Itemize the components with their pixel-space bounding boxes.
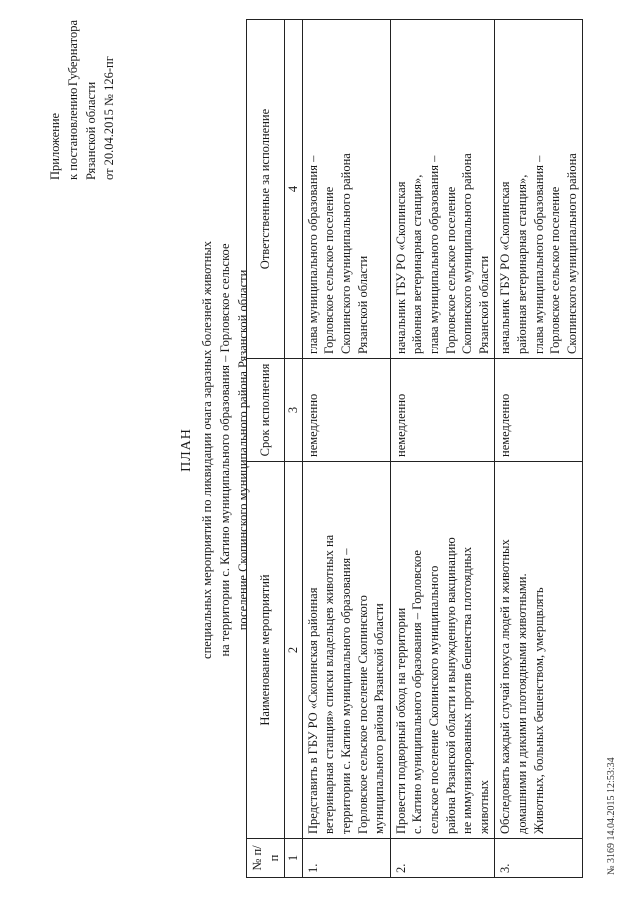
table-body — [285, 20, 583, 878]
appendix-block — [46, 20, 118, 180]
measure-line: Животных, больных бешенством, умерщвлять — [531, 587, 546, 834]
registration-stamp: № 3169 14.04.2015 12:53:34 — [606, 757, 617, 875]
row-number: 2. — [390, 839, 495, 878]
row-deadline: немедленно — [302, 359, 390, 462]
measure-line: животных — [476, 779, 491, 834]
responsible-line: районная ветеринарная станция», — [514, 174, 529, 354]
appendix-line: Рязанской области — [84, 81, 98, 180]
measure-line: Провести подворный обход на территории — [393, 607, 408, 834]
responsible-line: Скопинского муниципального района — [338, 153, 353, 354]
row-responsible — [495, 20, 583, 359]
plan-table — [246, 19, 583, 878]
measure-line: ветеринарная станция» списки владельцев животных на — [322, 534, 337, 834]
measure-line: с. Катино муниципального образования – Горловское — [410, 550, 425, 834]
appendix-line: Приложение — [48, 112, 62, 180]
measure-line: территории с. Катино муниципального образования – — [338, 548, 353, 834]
header-number: № п/п — [247, 839, 285, 878]
table-header-row — [247, 20, 285, 878]
row-responsible — [302, 20, 390, 359]
row-measure — [390, 462, 495, 839]
appendix-line: от 20.04.2015 № 126-пг — [102, 56, 116, 180]
measure-line: не иммунизированных против бешенства плотоядных — [460, 546, 475, 834]
measure-line: муниципального района Рязанской области — [372, 603, 387, 834]
table-row — [302, 20, 390, 878]
header-measure: Наименование мероприятий — [247, 462, 285, 839]
responsible-line: начальник ГБУ РО «Скопинская — [393, 181, 408, 354]
measure-line: района Рязанской области и вынужденную вакцинацию — [443, 537, 458, 834]
responsible-line: начальник ГБУ РО «Скопинская — [498, 181, 513, 354]
measure-line: Обследовать каждый случай покуса людей и животных — [498, 539, 513, 834]
column-number: 2 — [285, 462, 303, 839]
responsible-line: глава муниципального образования – — [305, 155, 320, 354]
responsible-line: глава муниципального образования – — [426, 155, 441, 354]
row-number: 3. — [495, 839, 583, 878]
appendix-text: к постановлению — [66, 87, 80, 180]
heading-line: на территории с. Катино муниципального образования – Горловское сельское — [218, 243, 232, 657]
header-deadline: Срок исполнения — [247, 359, 285, 462]
responsible-line: Горловское сельское поселение — [443, 186, 458, 354]
measure-line: сельское поселение Скопинского муниципального — [426, 565, 441, 834]
responsible-line: Горловское сельское поселение — [548, 186, 563, 354]
measure-line: Представить в ГБУ РО «Скопинская районная — [305, 587, 320, 834]
row-measure — [495, 462, 583, 839]
responsible-line: Скопинского муниципального района — [564, 153, 579, 354]
responsible-line: Скопинского муниципального района — [460, 153, 475, 354]
row-measure — [302, 462, 390, 839]
responsible-line: Рязанской области — [476, 255, 491, 354]
heading-line: специальных мероприятий по ликвидации очага заразных болезней животных — [200, 241, 214, 659]
responsible-line: районная ветеринарная станция», — [410, 174, 425, 354]
heading-line: поселение Скопинского муниципального района Рязанской области — [236, 269, 250, 631]
responsible-line: глава муниципального образования – — [531, 155, 546, 354]
measure-line: домашними и дикими плотоядными животными. — [514, 573, 529, 834]
row-number: 1. — [302, 839, 390, 878]
column-number-row — [285, 20, 303, 878]
table-row — [390, 20, 495, 878]
appendix-text: Губернатора — [66, 20, 80, 87]
row-deadline: немедленно — [495, 359, 583, 462]
row-deadline: немедленно — [390, 359, 495, 462]
appendix-line — [64, 20, 82, 180]
header-responsible: Ответственные за исполнение — [247, 20, 285, 359]
plan-table-container — [246, 0, 583, 905]
responsible-line: Рязанской области — [355, 255, 370, 354]
plan-title: ПЛАН — [179, 428, 194, 472]
column-number: 4 — [285, 20, 303, 359]
table-row — [495, 20, 583, 878]
heading — [178, 145, 252, 755]
measure-line: Горловское сельское поселение Скопинского — [355, 595, 370, 834]
column-number: 1 — [285, 839, 303, 878]
row-responsible — [390, 20, 495, 359]
responsible-line: Горловское сельское поселение — [322, 186, 337, 354]
column-number: 3 — [285, 359, 303, 462]
